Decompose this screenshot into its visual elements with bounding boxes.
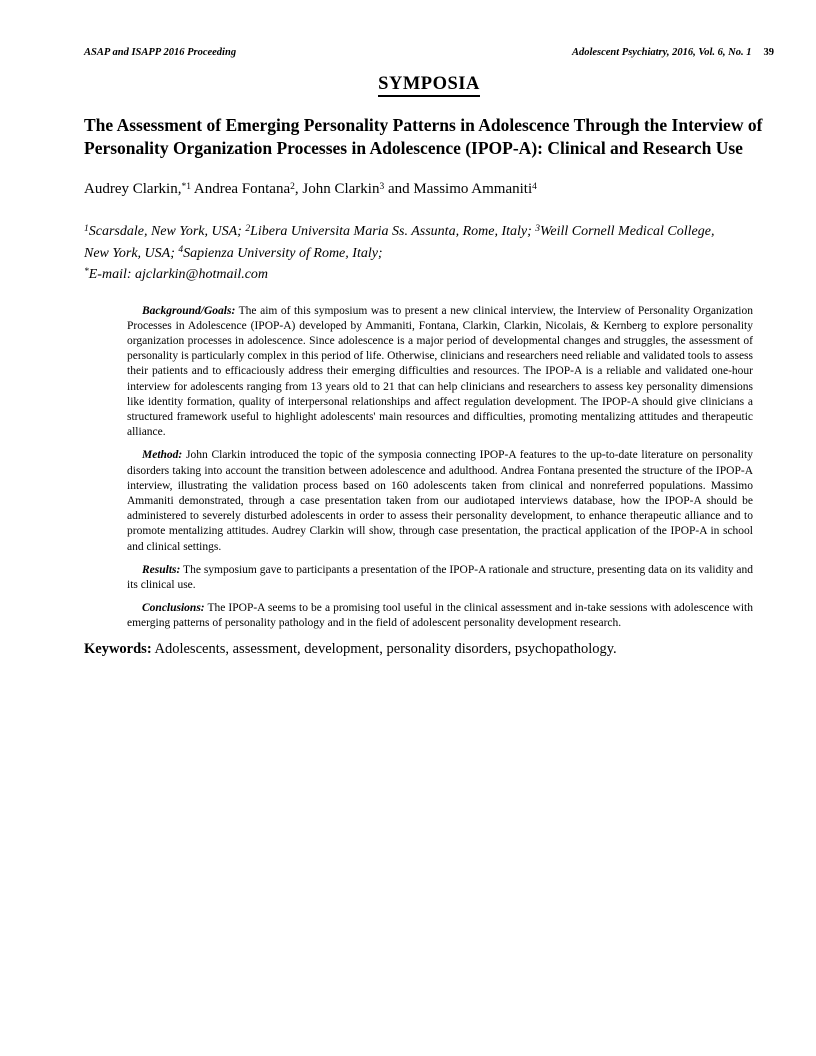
abstract-section-label: Background/Goals: [142,304,236,317]
abstract-section-text: The IPOP-A seems to be a promising tool useful in the clinical assessment and in-take sessions with adolescence with emerging patterns of personality pathology and in the field of adolescent personality development research. [127,602,753,630]
affiliations-block [84,221,724,286]
running-head-left: ASAP and ISAPP 2016 Proceeding [84,47,237,58]
running-head-right: Adolescent Psychiatry, 2016, Vol. 6, No. 1 [571,47,752,58]
keywords-label: Keywords: [84,640,152,657]
email-superscript: * [84,266,89,277]
article-title: The Assessment of Emerging Personality Patterns in Adolescence Through the Interview of Personality Organization Processes in Adolescence (IPOP-A): Clinical and Research Use [84,115,763,158]
abstract-section-text: The aim of this symposium was to present a new clinical interview, the Interview of Personality Organization Processes in Adolescence (IPOP-A) developed by Ammaniti, Fontana, Clarkin, Clarkin, Nicolais, & Kernberg to explore personality organization processes in adolescence. Since adolescence is a major period of developmental changes and struggles, the assessment of personality is particularly complex in this period of life. Otherwise, clinicians and researchers need reliable and validated tools to assess their patients and to efficaciously address their emerging difficulties and resources. The IPOP-A is a reliable and validated one-hour interview for adolescents ranging from 13 years old to 21 that can help clinicians and researchers to assess key personality dimensions like identity formation, quality of interpersonal relationships and affect regulation development. The IPOP-A should give clinicians a structured framework useful to highlight adolescents' main resources and difficulties, promoting mentalizing attitudes and therapeutic alliance. [127,304,753,439]
affiliation-text: Weill Cornell Medical College, New York, USA; [84,224,715,261]
abstract-section-text: John Clarkin introduced the topic of the symposia connecting IPOP-A features to the up-to-date literature on personality disorders taking into account the transition between adolescence and adulthood. Andrea Fontana presented the structure of the IPOP-A interview, illustrating the validation process based on 160 adolescents taken from clinical and nonreferred populations. Massimo Ammaniti demonstrated, through a case presentation taken from our audiotaped interviews database, how the IPOP-A should be administered to severely disturbed adolescents in order to assess their personality development, to enhance therapeutic alliance and to promote mentalizing attitudes. Audrey Clarkin will show, through case presentation, the practical application of the IPOP-A in school and clinical settings. [127,449,753,553]
abstract-section-label: Method: [142,449,183,462]
section-heading [84,73,774,96]
abstract-paragraph-results [127,563,753,593]
author-superscript: 3 [379,181,385,192]
affiliation-text: Libera Universita Maria Ss. Assunta, Rome, Italy; [250,224,536,239]
page-number: 39 [763,47,774,58]
abstract-section-label: Results: [142,563,181,576]
author-superscript: *1 [181,181,191,192]
abstract-paragraph-conclusions [127,601,753,631]
affiliation-superscript: 1 [84,223,89,234]
affiliation-text: Scarsdale, New York, USA; [88,224,246,239]
author-name: and Massimo Ammaniti [384,181,533,197]
authors-line [84,180,774,199]
affiliation-superscript: 4 [178,245,184,256]
email-line [84,264,724,286]
running-head-right-group [572,46,774,59]
keywords-line [84,640,774,659]
affiliation-text: Sapienza University of Rome, Italy; [183,245,383,261]
author-name: Audrey Clarkin, [84,181,182,197]
page-header [84,46,774,59]
abstract-paragraph-background [127,304,753,441]
abstract-block [127,304,753,632]
author-name: Andrea Fontana [190,181,291,197]
affiliation-superscript: 3 [535,223,541,234]
author-superscript: 4 [532,181,537,192]
keywords-text: Adolescents, assessment, development, personality disorders, psychopathology. [151,640,617,657]
email-text: E-mail: ajclarkin@hotmail.com [88,267,269,282]
author-name: , John Clarkin [294,181,380,197]
abstract-section-text: The symposium gave to participants a presentation of the IPOP-A rationale and structure, presenting data on its validity and its clinical use. [127,563,753,591]
abstract-paragraph-method [127,448,753,554]
abstract-section-label: Conclusions: [142,602,205,615]
symposia-heading: SYMPOSIA [378,74,480,97]
affiliation-superscript: 2 [245,223,251,234]
author-superscript: 2 [290,181,295,192]
